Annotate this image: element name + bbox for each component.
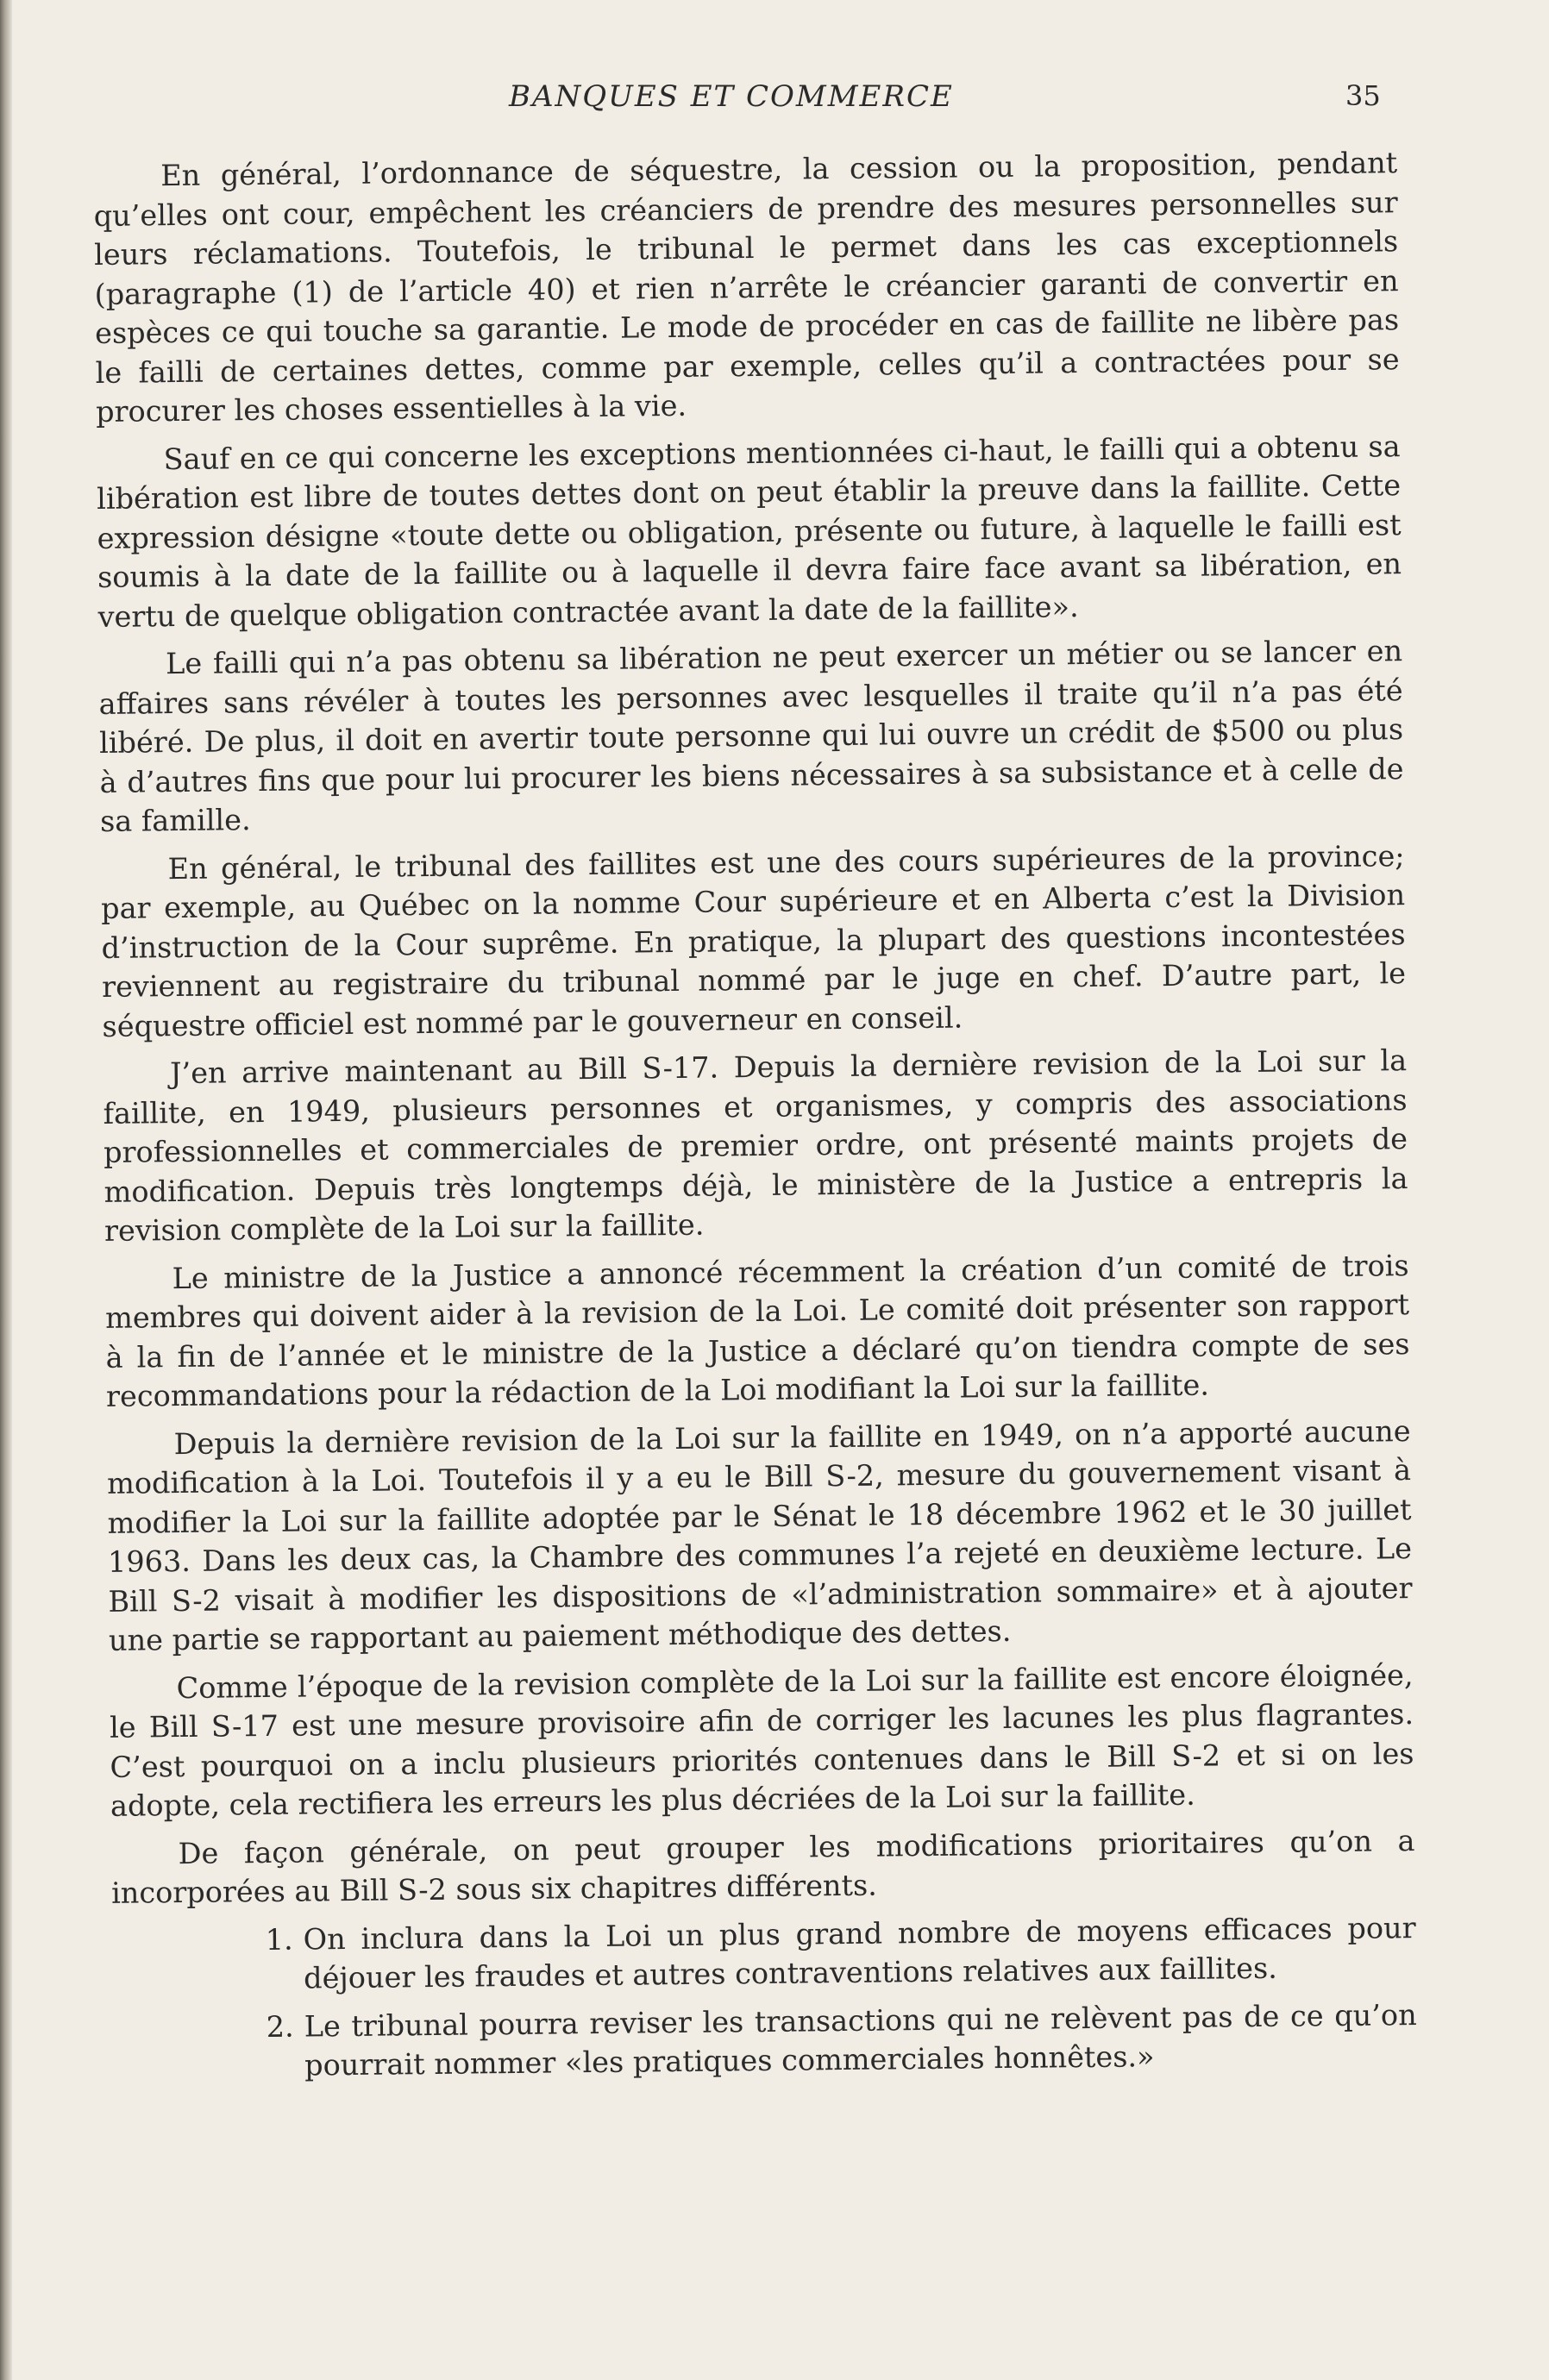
list-item-text: On inclura dans la Loi un plus grand nombre de moyens efficaces pour déjouer les fraudes et autres contraventions relatives aux faillites.	[303, 1910, 1416, 1995]
binding-edge	[0, 0, 12, 2380]
list-item	[111, 1908, 1416, 2001]
paragraph: De façon générale, on peut grouper les modifications prioritaires qu’on a incorporées au Bill S-2 sous six chapitres différents.	[110, 1823, 1415, 1910]
paragraph: En général, le tribunal des faillites est une des cours supérieures de la province; par exemple, au Québec on la nomme Cour supérieure et en Alberta c’est la Division d’instruction de la Cour suprême. En pratique, la plupart des questions incontestées reviennent au registraire du tribunal nommé par le juge en chef. D’autre part, le séquestre officiel est nommé par le gouverneur en conseil.	[100, 838, 1407, 1043]
paragraph: Le failli qui n’a pas obtenu sa libération ne peut exercer un métier ou se lancer en affaires sans révéler à toutes les personnes avec lesquelles il traite qu’il n’a pas été libéré. De plus, il doit en avertir toute personne qui lui ouvre un crédit de $500 ou plus à d’autres fins que pour lui procurer les biens nécessaires à sa subsistance et à celle de sa famille.	[98, 634, 1404, 838]
list-item-text: Le tribunal pourra reviser les transactions qui ne relèvent pas de ce qu’on pourrait nommer «les pratiques commerciales honnêtes.»	[304, 1997, 1417, 2082]
paragraph: Sauf en ce qui concerne les exceptions mentionnées ci-haut, le failli qui a obtenu sa libération est libre de toutes dettes dont on peut établir la preuve dans la faillite. Cette expression désigne «toute dette ou obligation, présente ou future, à laquelle le failli est soumis à la date de la faillite ou à laquelle il devra faire face avant sa libération, en vertu de quelque obligation contractée avant la date de la faillite».	[96, 429, 1402, 634]
paragraph: En général, l’ordonnance de séquestre, la cession ou la proposition, pendant qu’elles ont cour, empêchent les créanciers de prendre des mesures personnelles sur leurs réclamations. Toutefois, le tribunal le permet dans les cas exceptionnels (paragraphe (1) de l’article 40) et rien n’arrête le créancier garanti de convertir en espèces ce qui touche sa garantie. Le mode de procéder en cas de faillite ne libère pas le failli de certaines dettes, comme par exemple, celles qu’il a contractées pour se procurer les choses essentielles à la vie.	[93, 146, 1400, 429]
body-text	[93, 143, 1417, 2095]
paragraph: J’en arrive maintenant au Bill S-17. Depuis la dernière revision de la Loi sur la faillite, en 1949, plusieurs personnes et organismes, y compris des associations professionnelles et commerciales de premier ordre, ont présenté maints projets de modification. Depuis très longtemps déjà, le ministère de la Justice a entrepris la revision complète de la Loi sur la faillite.	[103, 1043, 1408, 1248]
list-item-number: 2.	[266, 2009, 294, 2044]
list-item	[112, 1995, 1417, 2088]
list-item-number: 1.	[265, 1922, 293, 1957]
running-title: BANQUES ET COMMERCE	[509, 79, 954, 114]
page-number: 35	[1345, 79, 1381, 112]
page-header	[0, 79, 1549, 122]
paragraph: Le ministre de la Justice a annoncé récemment la création d’un comité de trois membres qui doivent aider à la revision de la Loi. Le comité doit présenter son rapport à la fin de l’année et le ministre de la Justice a déclaré qu’on tiendra compte de ses recommandations pour la rédaction de la Loi modifiant la Loi sur la faillite.	[104, 1248, 1410, 1413]
paragraph: Depuis la dernière revision de la Loi sur la faillite en 1949, on n’a apporté aucune modification à la Loi. Toutefois il y a eu le Bill S-2, mesure du gouvernement visant à modifier la Loi sur la faillite adoptée par le Sénat le 18 décembre 1962 et le 30 juillet 1963. Dans les deux cas, la Chambre des communes l’a rejeté en deuxième lecture. Le Bill S-2 visait à modifier les dispositions de «l’administration sommaire» et à ajouter une partie se rapportant au paiement méthodique des dettes.	[106, 1413, 1413, 1657]
numbered-list	[111, 1908, 1417, 2088]
paragraph: Comme l’époque de la revision complète de la Loi sur la faillite est encore éloignée, le Bill S-17 est une mesure provisoire afin de corriger les lacunes les plus flagrantes. C’est pourquoi on a inclu plusieurs priorités contenues dans le Bill S-2 et si on les adopte, cela rectifiera les erreurs les plus décriées de la Loi sur la faillite.	[109, 1657, 1414, 1823]
